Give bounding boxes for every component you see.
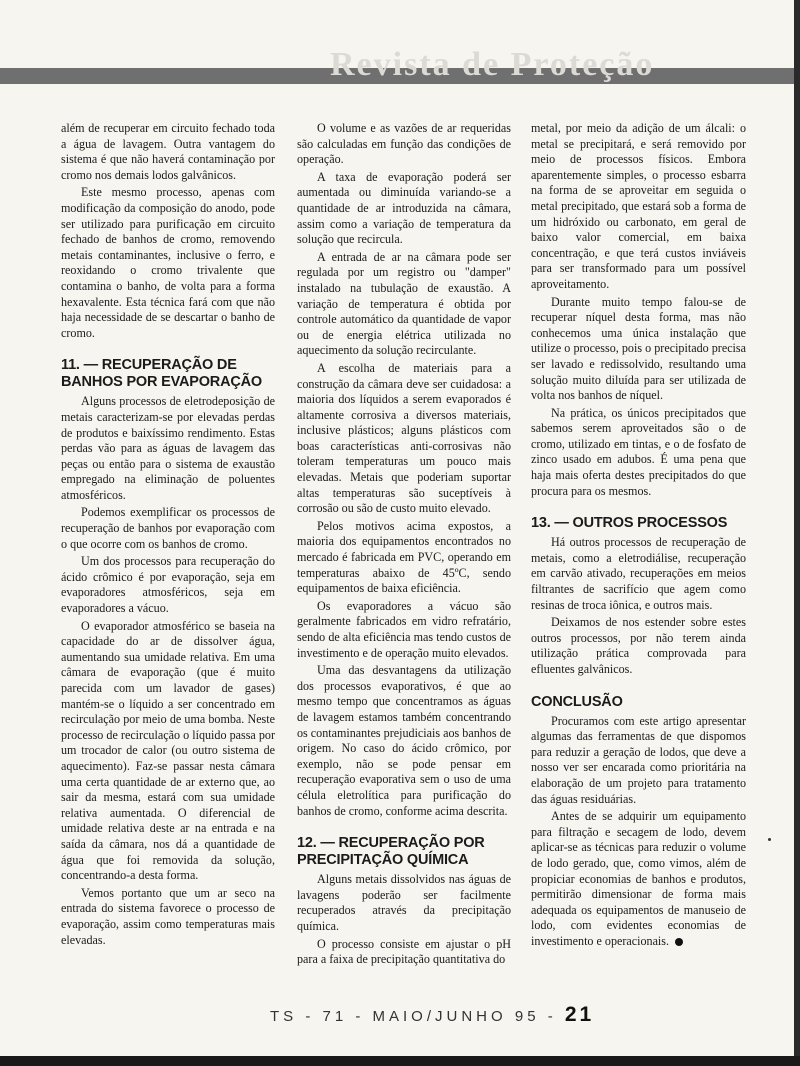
paragraph: Na prática, os únicos precipitados que sabemos serem aproveitados são o de cromo, utilizado em tintas, e o de fosfato de zinco usado em adubos. É uma pena que haja mais oferta destes precipitados do que procura para os mesmos. [531, 405, 746, 498]
scan-speck [768, 838, 771, 841]
paragraph: O evaporador atmosférico se baseia na capacidade do ar de dissolver água, aumentando sua umidade relativa. Em uma câmara de evaporação (que é muito parecida com um lavador de gases) mantém-se o líquido a ser concentrado em recirculação por meio de uma bomba. Neste processo de recirculação o líquido passa por um trocador de calor (ou outro sistema de aquecimento). Faz-se passar nesta câmara uma certa quantidade de ar externo que, ao sair da mesma, estará com sua umidade relativa aumentada. O diferencial de umidade relativa deste ar na entrada e na saída da câmara, nos dá a quantidade de água que foi removida da solução, concentrando-a desta forma. [61, 618, 275, 883]
text-column-2 [297, 121, 511, 991]
text-column-3 [531, 121, 746, 991]
section-heading-13: 13. — OUTROS PROCESSOS [531, 515, 728, 532]
paragraph: A taxa de evaporação poderá ser aumentada ou diminuída variando-se a quantidade de ar introduzida na câmara, assim como a variação de temperatura da solução que recircula. [297, 169, 511, 247]
scan-edge-bottom [0, 1056, 800, 1066]
paragraph: A entrada de ar na câmara pode ser regulada por um registro ou "damper" instalado na tubulação de exaustão. A variação de temperatura é obtida por controle automático da quantidade de vapor ou de energia elétrica utilizada no aquecimento da solução recirculante. [297, 249, 511, 358]
page-number: 21 [564, 1003, 595, 1026]
issue-info: TS - 71 - MAIO/JUNHO 95 - [270, 1008, 557, 1025]
section-heading-11: 11. — RECUPERAÇÃO DE BANHOS POR EVAPORAÇÃO [61, 357, 262, 391]
bleed-through-header: Revista de Proteção [330, 46, 655, 83]
paragraph: Este mesmo processo, apenas com modificação da composição do anodo, pode ser utilizado para purificação em circuito fechado de banhos de cromo, removendo metais contaminantes, inclusive o ferro, e reoxidando o cromo trivalente que contamina o banho, de volta para a forma hexavalente. Esta técnica fará com que não haja necessidade de se descartar o banho de cromo. [61, 185, 275, 340]
end-of-article-bullet-icon [675, 938, 683, 946]
paragraph: O volume e as vazões de ar requeridas são calculadas em função das condições de operação. [297, 121, 511, 167]
scan-edge-right [794, 0, 800, 1066]
paragraph: Podemos exemplificar os processos de recuperação de banhos por evaporação com o que ocorre com os banhos de cromo. [61, 505, 275, 551]
paragraph: Há outros processos de recuperação de metais, como a eletrodiálise, recuperação em carvão ativado, recuperações em meios filtrantes de sacrifício que agem como resinas de troca iônica, e outros mais. [531, 535, 746, 612]
paragraph: A escolha de materiais para a construção da câmara deve ser cuidadosa: a maioria dos líquidos a serem evaporados é altamente corrosiva a diversos materiais, inclusive plásticos; alguns plásticos com boas características anti-corrosivas não toleram temperaturas um pouco mais elevadas. Metais que poderiam suportar altas temperaturas são suceptíveis à corrosão ou são de custo muito elevado. [297, 360, 511, 516]
section-heading-12: 12. — RECUPERAÇÃO POR PRECIPITAÇÃO QUÍMICA [297, 835, 485, 869]
section-heading-conclusion: CONCLUSÃO [531, 693, 623, 710]
paragraph-last [531, 809, 746, 949]
text-column-1 [61, 121, 275, 991]
paragraph: além de recuperar em circuito fechado toda a água de lavagem. Outra vantagem do sistema é que não haverá contaminação por cromo nos demais lodos galvânicos. [61, 121, 275, 182]
paragraph: Alguns metais dissolvidos nas águas de lavagens poderão ser facilmente recuperados através da precipitação química. [297, 872, 511, 933]
paragraph: Alguns processos de eletrodeposição de metais caracterizam-se por elevadas perdas de produtos e baixíssimo rendimento. Estas perdas vão para as águas de lavagem das peças ou então para o sistema de exaustão empregado na eliminação de poluentes atmosféricos. [61, 394, 275, 502]
paragraph: Um dos processos para recuperação do ácido crômico é por evaporação, seja em evaporadores atmosféricos, seja em evaporadores a vácuo. [61, 554, 275, 616]
paragraph: Durante muito tempo falou-se de recuperar níquel desta forma, mas não conhecemos uma única instalação que utilize o processo, pois o precipitado precisa ser lavado e redissolvido, resultando uma solução muito diluída para ser utilizada de volta nos banhos de níquel. [531, 294, 746, 403]
paragraph: Deixamos de nos estender sobre estes outros processos, por não terem ainda utilização prática comprovada para efluentes galvânicos. [531, 615, 746, 676]
paragraph: O processo consiste em ajustar o pH para a faixa de precipitação quantitativa do [297, 936, 511, 967]
paragraph: Pelos motivos acima expostos, a maioria dos equipamentos encontrados no mercado é fabricada em PVC, operando em temperaturas abaixo de 45ºC, sendo equipamentos de baixa eficiência. [297, 518, 511, 596]
paragraph: Os evaporadores a vácuo são geralmente fabricados em vidro refratário, sendo de alta eficiência mas tendo custos de investimento e de operação muito elevados. [297, 598, 511, 660]
paragraph: Procuramos com este artigo apresentar algumas das ferramentas de que dispomos para reduzir a geração de lodos, que deve a nosso ver ser encarada como prioritária na elaboração de um projeto para tratamento das águas residuárias. [531, 713, 746, 806]
paragraph: Vemos portanto que um ar seco na entrada do sistema favorece o processo de evaporação, assim como temperaturas mais elevadas. [61, 885, 275, 947]
paragraph-text: Antes de se adquirir um equipamento para filtração e secagem de lodo, devem aplicar-se as técnicas para reduzir o volume de lodo gerado, que, como vimos, além de propiciar economias de banhos e produtos, permitirão dimensionar de forma mais adequada os equipamentos de manuseio de lodo, com evidentes economias de investimento e operacionais. [531, 809, 746, 948]
paragraph: metal, por meio da adição de um álcali: o metal se precipitará, e será removido por meio de processos físicos. Embora aparentemente simples, o processo esbarra na forma de se aproveitar em seguida o metal precipitado, que estará sob a forma de um hidróxido ou carbonato, em geral de baixo valor comercial, em baixa concentração, e que terá custos inviáveis para ser transformado para um possível aproveitamento. [531, 121, 746, 291]
page-footer [270, 1003, 790, 1027]
paragraph: Uma das desvantagens da utilização dos processos evaporativos, é que ao mesmo tempo que concentramos as águas de lavagem estamos também concentrando os contaminantes prejudiciais aos banhos de origem. No caso do ácido crômico, por exemplo, não se pode pensar em recuperação evaporativa sem o uso de uma célula eletrolítica para purificação do banhos de cromo, conforme acima descrita. [297, 663, 511, 818]
